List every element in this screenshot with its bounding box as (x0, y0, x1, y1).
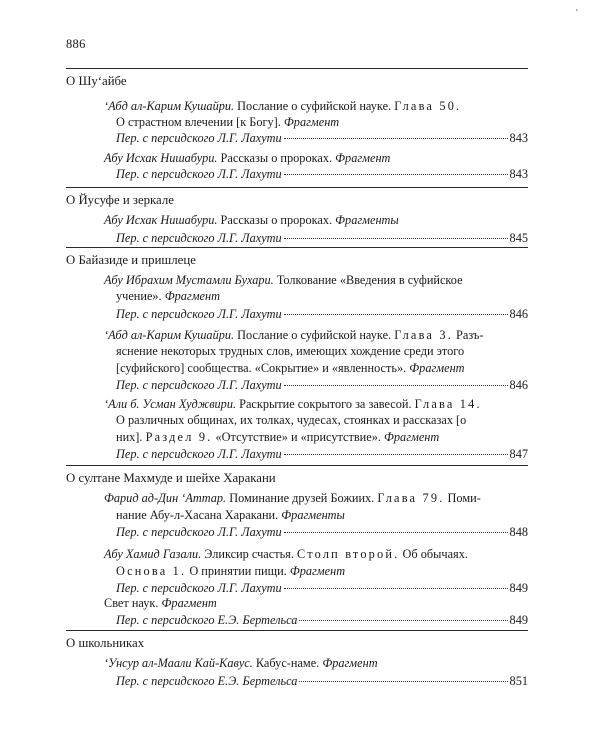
entry-fragment: Фрагменты (281, 508, 345, 522)
section-schoolchildren (66, 630, 528, 700)
translator-line (116, 230, 528, 246)
entry-page: 846 (509, 378, 528, 392)
entry-author: ‘Абд ал-Карим Кушайри. (104, 328, 235, 342)
entry-title-tail: Об обычаях. (399, 547, 468, 561)
entry-line (116, 343, 528, 359)
entry-fragment: Фрагмент (161, 596, 217, 610)
entry-translator: Пер. с персидского Л.Г. Лахути (116, 131, 282, 145)
entry-line (116, 360, 528, 376)
entry-title: Раскрытие сокрытого за завесой. (236, 397, 415, 411)
entry-line (104, 327, 528, 343)
entry-fragment: Фрагмент (164, 289, 220, 303)
entry-page: 849 (509, 581, 528, 595)
entry-title: Послание о суфийской науке. (234, 328, 395, 342)
entry-line (116, 429, 528, 445)
section-rule (66, 187, 528, 188)
section-heading: О султане Махмуде и шейхе Харакани (66, 471, 276, 485)
entry-line (116, 114, 528, 130)
entry-line (116, 288, 528, 304)
entry-title: Послание о суфийской науке. (234, 99, 395, 113)
dot-leader (284, 532, 508, 533)
page-number: 886 (66, 37, 86, 51)
dot-leader (284, 174, 508, 175)
entry-page: 851 (509, 674, 528, 688)
section-rule (66, 247, 528, 248)
entry-line (104, 396, 528, 412)
entry-title: Толкование «Введения в суфийское (273, 273, 463, 287)
dot-leader (299, 620, 507, 621)
translator-line (116, 673, 528, 689)
entry-title-cont: них]. (116, 430, 146, 444)
entry-title: Кабус-наме. (252, 656, 323, 670)
entry-author: ‘Унсур ал-Маали Кай-Кавус. (104, 656, 253, 670)
entry-title-cont: О принятии пищи. (186, 564, 290, 578)
entry-chapter: Глава 14. (414, 397, 482, 411)
entry-translator: Пер. с персидского Л.Г. Лахути (116, 447, 282, 461)
entry-author: Абу Исхак Нишабури. (104, 213, 218, 227)
section-rule (66, 465, 528, 466)
entry-line (104, 546, 528, 562)
dot-leader (284, 454, 508, 455)
entry-author: Абу Хамид Газали. (104, 547, 202, 561)
entry-title-cont: О страстном влечении [к Богу]. (116, 115, 284, 129)
entry-page: 843 (509, 131, 528, 145)
entry-line (104, 655, 528, 671)
translator-line (116, 377, 528, 393)
entry-fragment: Фрагменты (335, 213, 399, 227)
entry-chapter: Столп второй. (296, 547, 400, 561)
entry-chapter: Глава 3. (394, 328, 453, 342)
entry-title-cont: [суфийского] сообщества. «Сокрытие» и «явленность». (116, 361, 410, 375)
dot-leader (284, 238, 508, 239)
entry-line (104, 150, 528, 166)
entry-line (104, 272, 528, 288)
dot-leader (284, 314, 508, 315)
dot-leader (284, 385, 508, 386)
section-rule (66, 630, 528, 631)
entry-title-cont: «Отсутствие» и «присутствие». (212, 430, 385, 444)
section-mahmud (66, 465, 528, 630)
entry-page: 848 (509, 525, 528, 539)
entry-fragment: Фрагмент (322, 656, 378, 670)
section-heading: О школьниках (66, 636, 145, 650)
entry-fragment: Фрагмент (289, 564, 346, 578)
entry-fragment: Фрагмент (409, 361, 465, 375)
section-rule (66, 68, 528, 69)
entry-title-cont: яснение некоторых трудных слов, имеющих хождение среди этого (116, 344, 465, 358)
entry-title-cont: О различных общинах, их толках, чудесах, стоянках и рассказах [о (116, 413, 467, 427)
section-heading: О Йусуфе и зеркале (66, 193, 174, 207)
dot-leader (284, 138, 508, 139)
translator-line (116, 446, 528, 462)
entry-page: 846 (509, 307, 528, 321)
entry-translator: Пер. с персидского Л.Г. Лахути (116, 525, 282, 539)
entry-section-label: Основа 1. (116, 564, 187, 578)
corner-mark: ' (576, 8, 578, 19)
entry-line (116, 412, 528, 428)
section-bayazid (66, 247, 528, 465)
section-shuaib (66, 68, 528, 186)
entry-line (104, 212, 528, 228)
entry-title-cont: учение». (116, 289, 165, 303)
entry-fragment: Фрагмент (384, 430, 440, 444)
entry-translator: Пер. с персидского Е.Э. Бертельса (116, 613, 298, 627)
entry-page: 849 (509, 613, 528, 627)
entry-translator: Пер. с персидского Л.Г. Лахути (116, 581, 282, 595)
entry-translator: Пер. с персидского Е.Э. Бертельса (116, 674, 298, 688)
dot-leader (299, 681, 507, 682)
entry-line (104, 490, 528, 506)
entry-author: ‘Абд ал-Карим Кушайри. (104, 99, 235, 113)
entry-chapter: Глава 50. (394, 99, 462, 113)
entry-line (104, 595, 528, 611)
translator-line (116, 306, 528, 322)
translator-line (116, 524, 528, 540)
entry-line (104, 98, 528, 114)
entry-title: Поминание друзей Божиих. (226, 491, 378, 505)
entry-page: 843 (509, 167, 528, 181)
entry-translator: Пер. с персидского Л.Г. Лахути (116, 307, 282, 321)
entry-author: Фарид ад-Дин ‘Аттар. (104, 491, 227, 505)
translator-line (116, 612, 528, 628)
section-heading: О Байазиде и пришлеце (66, 253, 196, 267)
entry-title: Рассказы о пророках. (217, 213, 336, 227)
entry-section-label: Раздел 9. (145, 430, 213, 444)
entry-author: Абу Исхак Нишабури. (104, 151, 218, 165)
entry-title: Рассказы о пророках. (217, 151, 336, 165)
entry-title-tail: Поми- (444, 491, 481, 505)
entry-title: Эликсир счастья. (201, 547, 297, 561)
entry-author: Абу Ибрахим Мустамли Бухари. (104, 273, 274, 287)
translator-line (116, 580, 528, 596)
section-heading: О Шу‘айбе (66, 74, 127, 88)
entry-title: Свет наук. (104, 596, 162, 610)
entry-line (116, 507, 528, 523)
translator-line (116, 130, 528, 146)
section-yusuf (66, 187, 528, 247)
entry-fragment: Фрагмент (283, 115, 340, 129)
entry-page: 845 (509, 231, 528, 245)
entry-fragment: Фрагмент (335, 151, 391, 165)
entry-title-tail: Разъ- (452, 328, 484, 342)
entry-translator: Пер. с персидского Л.Г. Лахути (116, 231, 282, 245)
entry-line (116, 563, 528, 579)
translator-line (116, 166, 528, 182)
dot-leader (284, 588, 508, 589)
entry-title-cont: нание Абу-л-Хасана Харакани. (116, 508, 282, 522)
entry-page: 847 (509, 447, 528, 461)
entry-chapter: Глава 79. (377, 491, 445, 505)
entry-author: ‘Али б. Усман Худжвири. (104, 397, 237, 411)
entry-translator: Пер. с персидского Л.Г. Лахути (116, 167, 282, 181)
entry-translator: Пер. с персидского Л.Г. Лахути (116, 378, 282, 392)
